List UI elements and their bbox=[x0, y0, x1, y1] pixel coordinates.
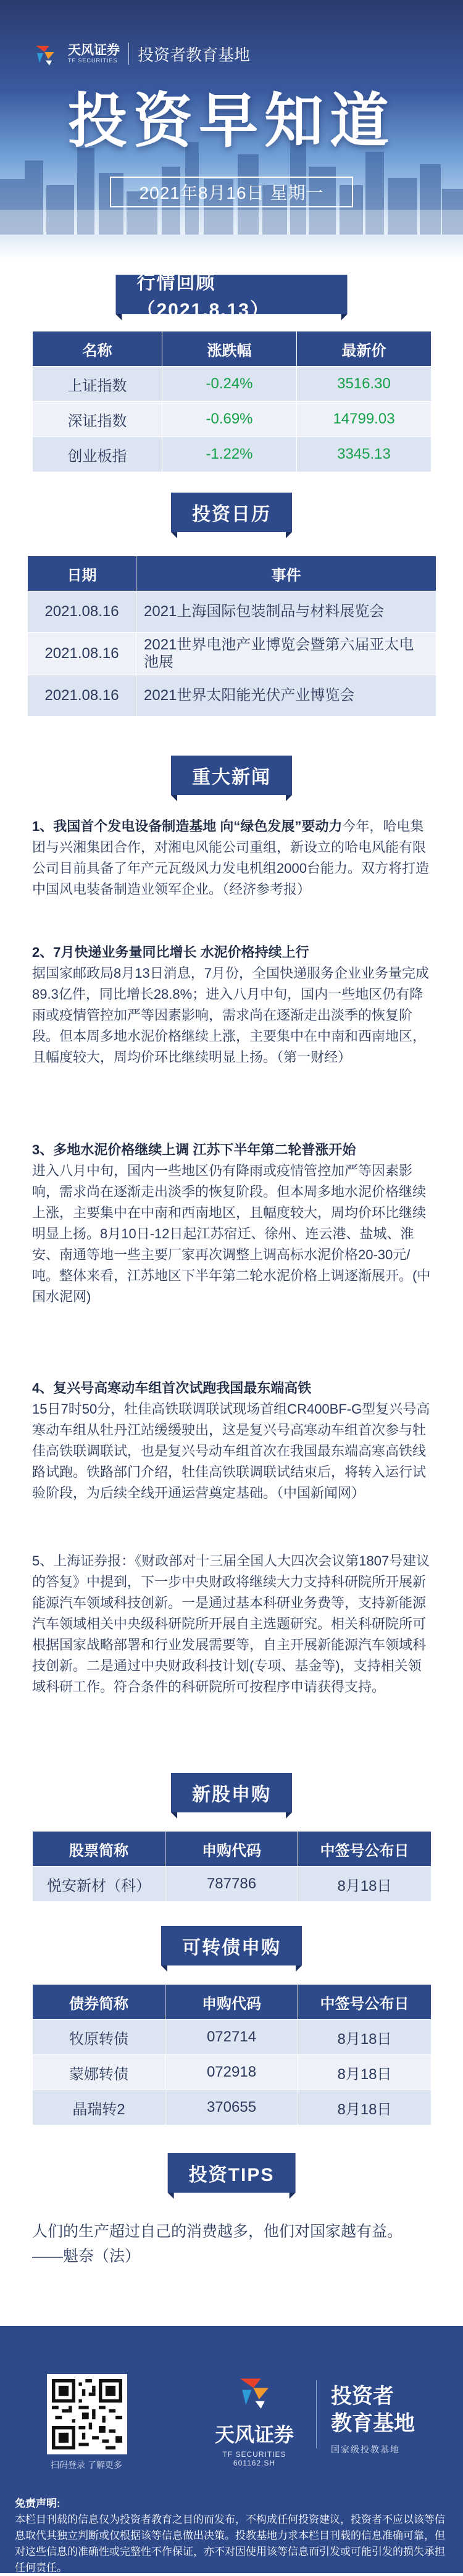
table-header-row bbox=[33, 1832, 432, 1867]
bond-code: 072918 bbox=[165, 2055, 298, 2090]
table-row bbox=[28, 675, 436, 717]
event-name: 2021上海国际包装制品与材料展览会 bbox=[136, 591, 436, 633]
news-title: 3、多地水泥价格继续上调 江苏下半年第二轮普涨开始 bbox=[32, 1142, 356, 1157]
table-header-row bbox=[33, 1985, 432, 2020]
event-name: 2021世界电池产业博览会暨第六届亚太电池展 bbox=[136, 633, 436, 675]
stock-name: 悦安新材（科） bbox=[33, 1867, 165, 1902]
section-title-news: 重大新闻 bbox=[171, 756, 292, 795]
table-row bbox=[33, 1867, 432, 1902]
col-header: 申购代码 bbox=[165, 1832, 298, 1867]
section-title-tips: 投资TIPS bbox=[168, 2153, 296, 2193]
lottery-date: 8月18日 bbox=[298, 2055, 432, 2090]
ipo-table bbox=[32, 1831, 432, 1902]
bond-name: 牧原转债 bbox=[33, 2020, 165, 2055]
brand-row bbox=[31, 38, 250, 69]
index-price: 3345.13 bbox=[297, 437, 432, 472]
index-change: -0.69% bbox=[162, 402, 297, 437]
table-header-row bbox=[33, 331, 432, 367]
news-item bbox=[32, 942, 431, 1068]
bond-code: 072714 bbox=[165, 2020, 298, 2055]
calendar-table bbox=[27, 556, 436, 717]
bond-code: 370655 bbox=[165, 2090, 298, 2125]
qr-code-image[interactable] bbox=[47, 2374, 127, 2454]
table-row bbox=[33, 2055, 432, 2090]
footer-slogan bbox=[331, 2383, 415, 2437]
news-item bbox=[32, 816, 431, 900]
news-item bbox=[32, 1140, 431, 1307]
section-title-bonds: 可转债申购 bbox=[161, 1926, 302, 1965]
brand-sub: TF SECURITIES bbox=[68, 57, 118, 64]
lottery-date: 8月18日 bbox=[298, 2020, 432, 2055]
lottery-date: 8月18日 bbox=[298, 2090, 432, 2125]
news-item bbox=[32, 1551, 431, 1698]
col-header: 日期 bbox=[28, 556, 136, 591]
table-row bbox=[28, 633, 436, 675]
bond-name: 晶瑞转2 bbox=[33, 2090, 165, 2125]
news-item bbox=[32, 1378, 431, 1504]
qr-code-icon bbox=[52, 2379, 122, 2449]
disclaimer-label: 免责声明: bbox=[15, 2498, 60, 2509]
table-row bbox=[33, 402, 432, 437]
table-row bbox=[28, 591, 436, 633]
footer bbox=[0, 2326, 463, 2573]
page-title: 投资早知道 bbox=[68, 88, 395, 154]
news-title: 4、复兴号高寒动车组首次试跑我国最东端高铁 bbox=[32, 1380, 312, 1396]
col-header: 涨跌幅 bbox=[162, 331, 297, 367]
footer-divider bbox=[316, 2380, 317, 2448]
news-body: 据国家邮政局8月13日消息，7月份，全国快递服务企业业务量完成89.3亿件，同比增长28.8%；进入八月中旬，国内一些地区仍有降雨或疫情管控加严等因素影响，需求尚在逐渐走出淡季的恢复阶段。但本周多地水泥价格继续上涨，主要集中在中南和西南地区，且幅度较大，周均价环比继续明显上扬。（第一财经） bbox=[32, 965, 429, 1065]
section-title-market: 行情回顾（2021.8.13） bbox=[116, 275, 348, 314]
col-header: 股票简称 bbox=[33, 1832, 165, 1867]
footer-brand bbox=[205, 2369, 304, 2467]
footer-slogan-line: 投资者 bbox=[331, 2385, 394, 2408]
index-name: 上证指数 bbox=[33, 367, 162, 402]
market-table bbox=[32, 331, 432, 472]
date-bar: 2021年8月16日 星期一 bbox=[110, 177, 353, 207]
index-name: 深证指数 bbox=[33, 402, 162, 437]
disclaimer bbox=[15, 2496, 448, 2576]
index-name: 创业板指 bbox=[33, 437, 162, 472]
event-date: 2021.08.16 bbox=[28, 633, 136, 675]
table-row bbox=[33, 2020, 432, 2055]
tf-logo-icon bbox=[233, 2369, 276, 2412]
section-title-calendar: 投资日历 bbox=[171, 493, 292, 532]
table-row bbox=[33, 2090, 432, 2125]
news-body: 15日7时50分，牡佳高铁联调联试现场首组CR400BF-G型复兴号高寒动车组从牡丹江站缓缓驶出，这是复兴号高寒动车组首次参与牡佳高铁联调联试，也是复兴号动车组首次在我国最东端高寒高铁线路试跑。铁路部门介绍，牡佳高铁联调联试结束后，将转入运行试验阶段，为后续全线开通运营奠定基础。（中国新闻网） bbox=[32, 1401, 430, 1501]
col-header: 中签号公布日 bbox=[298, 1832, 432, 1867]
table-row bbox=[33, 367, 432, 402]
header-banner bbox=[0, 0, 463, 259]
table-header-row bbox=[28, 556, 436, 591]
brand-slogan: 投资者教育基地 bbox=[138, 45, 251, 64]
news-body: 进入八月中旬，国内一些地区仍有降雨或疫情管控加严等因素影响，需求尚在逐渐走出淡季的恢复阶段。但本周多地水泥价格继续上涨，主要集中在中南和西南地区，且幅度较大，周均价环比继续明显上扬。8月10日-12日起江苏宿迁、徐州、连云港、盐城、淮安、南通等地一些主要厂家再次调整上调高标水泥价格20-30元/吨。整体来看，江苏地区下半年第二轮水泥价格上调逐渐展开。(中国水泥网) bbox=[32, 1163, 431, 1304]
tf-logo-icon bbox=[31, 40, 59, 68]
col-header: 最新价 bbox=[297, 331, 432, 367]
brand-divider bbox=[128, 43, 129, 65]
qr-caption: 扫码登录 了解更多 bbox=[51, 2460, 122, 2470]
bond-name: 蒙娜转债 bbox=[33, 2055, 165, 2090]
stock-code: 787786 bbox=[165, 1867, 298, 1902]
table-row bbox=[33, 437, 432, 472]
index-price: 14799.03 bbox=[297, 402, 432, 437]
col-header: 债券简称 bbox=[33, 1985, 165, 2020]
col-header: 名称 bbox=[33, 331, 162, 367]
footer-brand-name: 天风证券 bbox=[214, 2424, 294, 2446]
event-date: 2021.08.16 bbox=[28, 591, 136, 633]
col-header: 中签号公布日 bbox=[298, 1985, 432, 2020]
news-body: 5、上海证券报：《财政部对十三届全国人大四次会议第1807号建议的答复》中提到，下一步中央财政将继续大力支持科研院所开展新能源汽车领域科技创新。一是通过基本科研业务费等，支持新能源汽车领域相关中央级科研院所开展自主选题研究。相关科研院所可根据国家战略部署和行业发展需要等，自主开展新能源汽车领域科技创新。二是通过中央财政科技计划(专项、基金等)，支持相关领域科研工作。符合条件的科研院所可按程序申请获得支持。 bbox=[32, 1553, 430, 1694]
disclaimer-text: 本栏目刊载的信息仅为投资者教育之目的而发布，不构成任何投资建议，投资者不应以该等信息取代其独立判断或仅根据该等信息做出决策。投教基地力求本栏目刊载的信息准确可靠，但对这些信息的准确性或完整性不作保证，亦不对因使用该等信息而引发或可能引发的损失承担任何责任。 bbox=[15, 2514, 445, 2574]
event-date: 2021.08.16 bbox=[28, 675, 136, 717]
index-change: -1.22% bbox=[162, 437, 297, 472]
news-title: 1、我国首个发电设备制造基地 向“绿色发展”要动力 bbox=[32, 819, 343, 834]
footer-slogan-line: 教育基地 bbox=[331, 2412, 415, 2435]
footer-slogan-sub: 国家级投教基地 bbox=[331, 2445, 400, 2454]
section-title-ipo: 新股申购 bbox=[171, 1773, 292, 1812]
col-header: 申购代码 bbox=[165, 1985, 298, 2020]
news-body: 今年，哈电集团与兴湘集团合作，对湘电风能公司重组，新设立的哈电风能有限公司目前具备了年产元瓦级风力发电机组2000台能力。双方将打造中国风电装备制造业领军企业。（经济参考报） bbox=[32, 819, 429, 897]
index-change: -0.24% bbox=[162, 367, 297, 402]
tips-quote: 人们的生产超过自己的消费越多，他们对国家越有益。——魁奈（法） bbox=[32, 2223, 403, 2265]
brand-name: 天风证券 bbox=[68, 43, 120, 57]
footer-brand-sub: TF SECURITIES 601162.SH bbox=[222, 2450, 286, 2467]
col-header: 事件 bbox=[136, 556, 436, 591]
event-name: 2021世界太阳能光伏产业博览会 bbox=[136, 675, 436, 717]
news-title: 2、7月快递业务量同比增长 水泥价格持续上行 bbox=[32, 944, 309, 960]
bonds-table bbox=[32, 1984, 432, 2125]
index-price: 3516.30 bbox=[297, 367, 432, 402]
lottery-date: 8月18日 bbox=[298, 1867, 432, 1902]
